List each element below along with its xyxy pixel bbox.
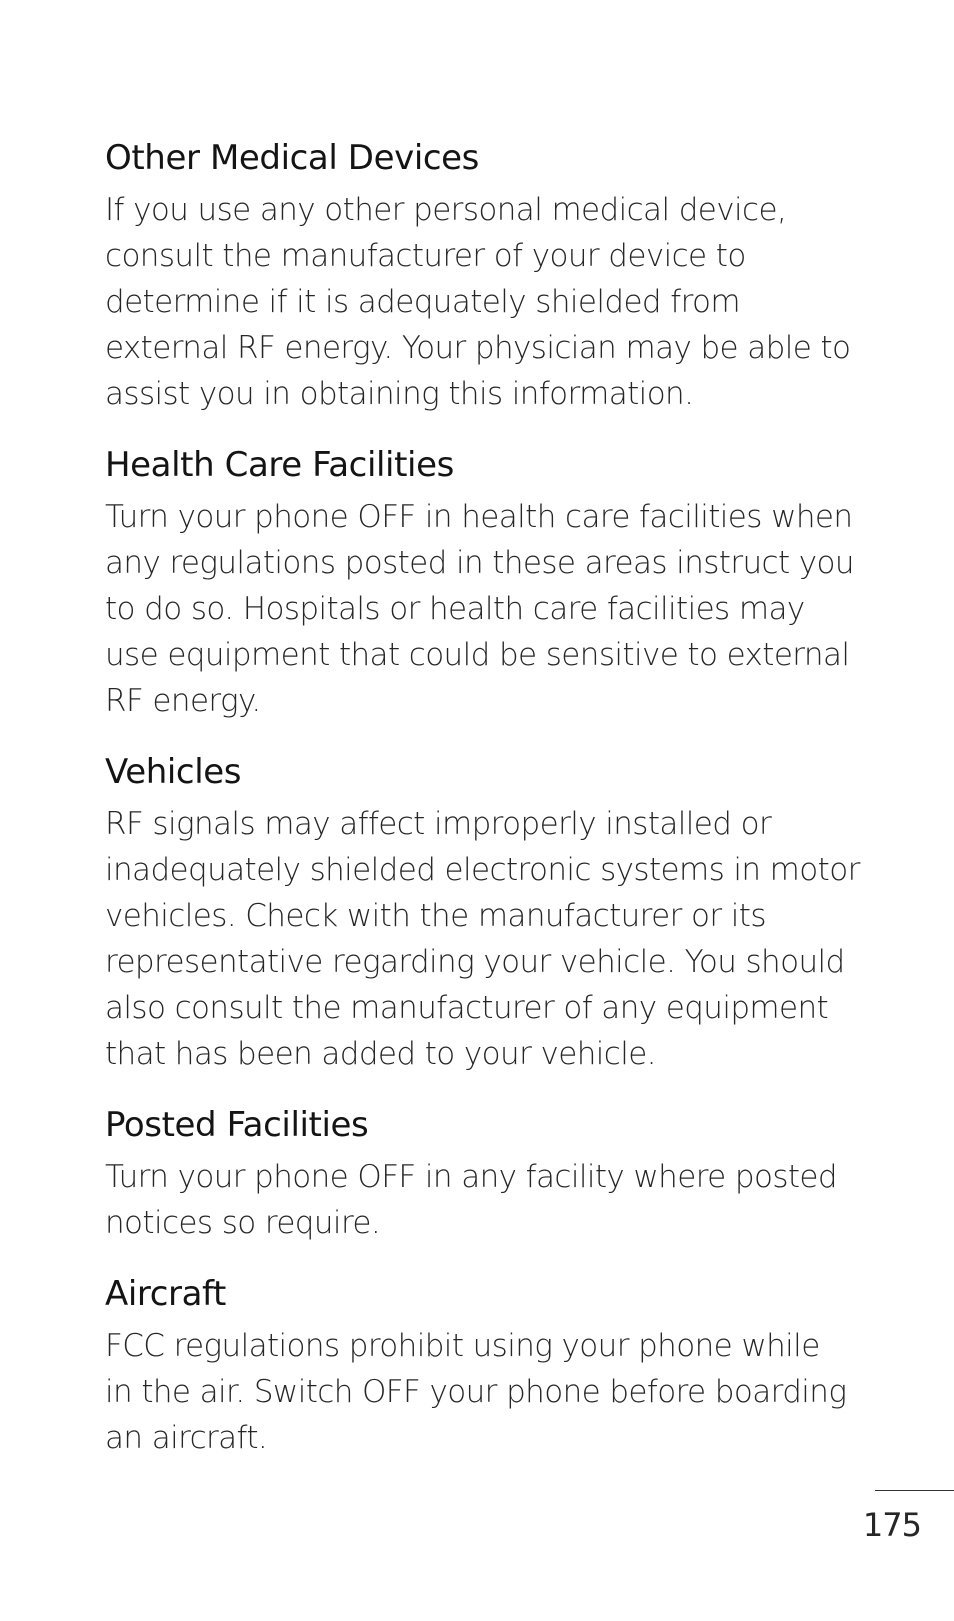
section-paragraph — [105, 801, 895, 1077]
paragraph-line: RF signals may affect improperly installed or — [105, 806, 772, 842]
section-other-medical-devices — [105, 135, 895, 417]
section-paragraph — [105, 187, 895, 417]
section-heading: Other Medical Devices — [105, 138, 480, 178]
section-paragraph — [105, 494, 895, 724]
paragraph-line: Turn your phone OFF in any facility where posted — [105, 1159, 837, 1195]
section-vehicles — [105, 749, 895, 1077]
section-posted-facilities — [105, 1102, 895, 1246]
paragraph-line: Turn your phone OFF in health care facilities when — [105, 499, 853, 535]
paragraph-line: an aircraft. — [105, 1420, 268, 1456]
paragraph-line: vehicles. Check with the manufacturer or its — [105, 898, 766, 934]
paragraph-line: RF energy. — [105, 683, 261, 719]
section-heading: Posted Facilities — [105, 1105, 369, 1145]
section-health-care-facilities — [105, 442, 895, 724]
section-aircraft — [105, 1271, 895, 1461]
paragraph-line: that has been added to your vehicle. — [105, 1036, 656, 1072]
paragraph-line: in the air. Switch OFF your phone before boarding — [105, 1374, 847, 1410]
paragraph-line: inadequately shielded electronic systems in motor — [105, 852, 860, 888]
section-heading: Vehicles — [105, 752, 242, 792]
section-paragraph — [105, 1323, 895, 1461]
paragraph-line: If you use any other personal medical device, — [105, 192, 787, 228]
section-paragraph — [105, 1154, 895, 1246]
page-number: 175 — [862, 1506, 921, 1544]
paragraph-line: external RF energy. Your physician may be able to — [105, 330, 851, 366]
paragraph-line: FCC regulations prohibit using your phone while — [105, 1328, 820, 1364]
paragraph-line: notices so require. — [105, 1205, 381, 1241]
section-heading: Aircraft — [105, 1274, 226, 1314]
paragraph-line: determine if it is adequately shielded from — [105, 284, 741, 320]
paragraph-line: consult the manufacturer of your device to — [105, 238, 746, 274]
paragraph-line: use equipment that could be sensitive to external — [105, 637, 850, 673]
footer-divider — [875, 1490, 954, 1491]
paragraph-line: also consult the manufacturer of any equipment — [105, 990, 829, 1026]
section-heading: Health Care Facilities — [105, 445, 454, 485]
paragraph-line: assist you in obtaining this information. — [105, 376, 694, 412]
paragraph-line: representative regarding your vehicle. You should — [105, 944, 845, 980]
document-body — [105, 135, 895, 1486]
paragraph-line: to do so. Hospitals or health care facilities may — [105, 591, 805, 627]
paragraph-line: any regulations posted in these areas instruct you — [105, 545, 854, 581]
